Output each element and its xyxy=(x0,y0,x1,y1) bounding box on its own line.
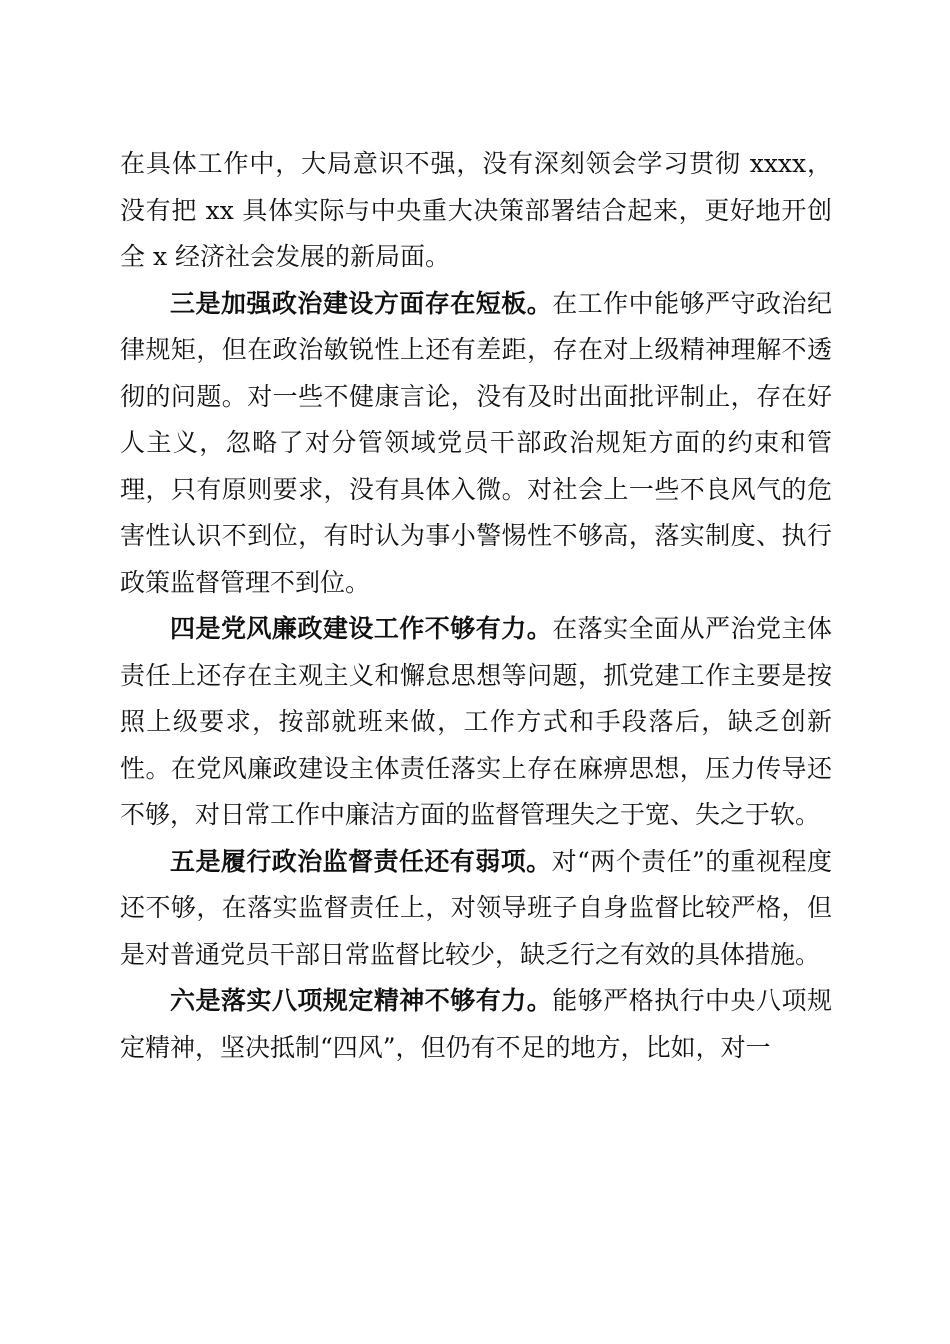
paragraph-eight-provisions xyxy=(120,978,832,1071)
document-body xyxy=(120,141,832,1071)
paragraph-body: 在具体工作中，大局意识不强，没有深刻领会学习贯彻 xxxx，没有把 xx 具体实际与中央重大决策部署结合起来，更好地开创全 x 经济社会发展的新局面。 xyxy=(120,149,832,271)
paragraph-political-supervision xyxy=(120,839,832,979)
paragraph-lead: 六是落实八项规定精神不够有力。 xyxy=(170,986,553,1015)
paragraph-body: 在工作中能够严守政治纪律规矩，但在政治敏锐性上还有差距，存在对上级精神理解不透彻的问题。对一些不健康言论，没有及时出面批评制止，存在好人主义，忽略了对分管领域党员干部政治规矩方面的约束和管理，只有原则要求，没有具体入微。对社会上一些不良风气的危害性认识不到位，有时认为事小警惕性不够高，落实制度、执行政策监督管理不到位。 xyxy=(120,288,832,597)
paragraph-political-building xyxy=(120,281,832,607)
paragraph-body: 能够严格执行中央八项规定精神，坚决抵制“四风”，但仍有不足的地方，比如，对一 xyxy=(120,986,832,1062)
paragraph-continuation xyxy=(120,141,832,281)
paragraph-lead: 四是党风廉政建设工作不够有力。 xyxy=(170,614,553,643)
paragraph-body: 对“两个责任”的重视程度还不够，在落实监督责任上，对领导班子自身监督比较严格，但是对普通党员干部日常监督比较少，缺乏行之有效的具体措施。 xyxy=(120,846,832,969)
paragraph-lead: 五是履行政治监督责任还有弱项。 xyxy=(170,846,552,876)
paragraph-clean-governance xyxy=(120,606,832,839)
paragraph-body: 在落实全面从严治党主体责任上还存在主观主义和懈怠思想等问题，抓党建工作主要是按照上级要求，按部就班来做，工作方式和手段落后，缺乏创新性。在党风廉政建设主体责任落实上存在麻痹思想，压力传导还不够，对日常工作中廉洁方面的监督管理失之于宽、失之于软。 xyxy=(120,614,832,829)
paragraph-lead: 三是加强政治建设方面存在短板。 xyxy=(170,288,553,318)
